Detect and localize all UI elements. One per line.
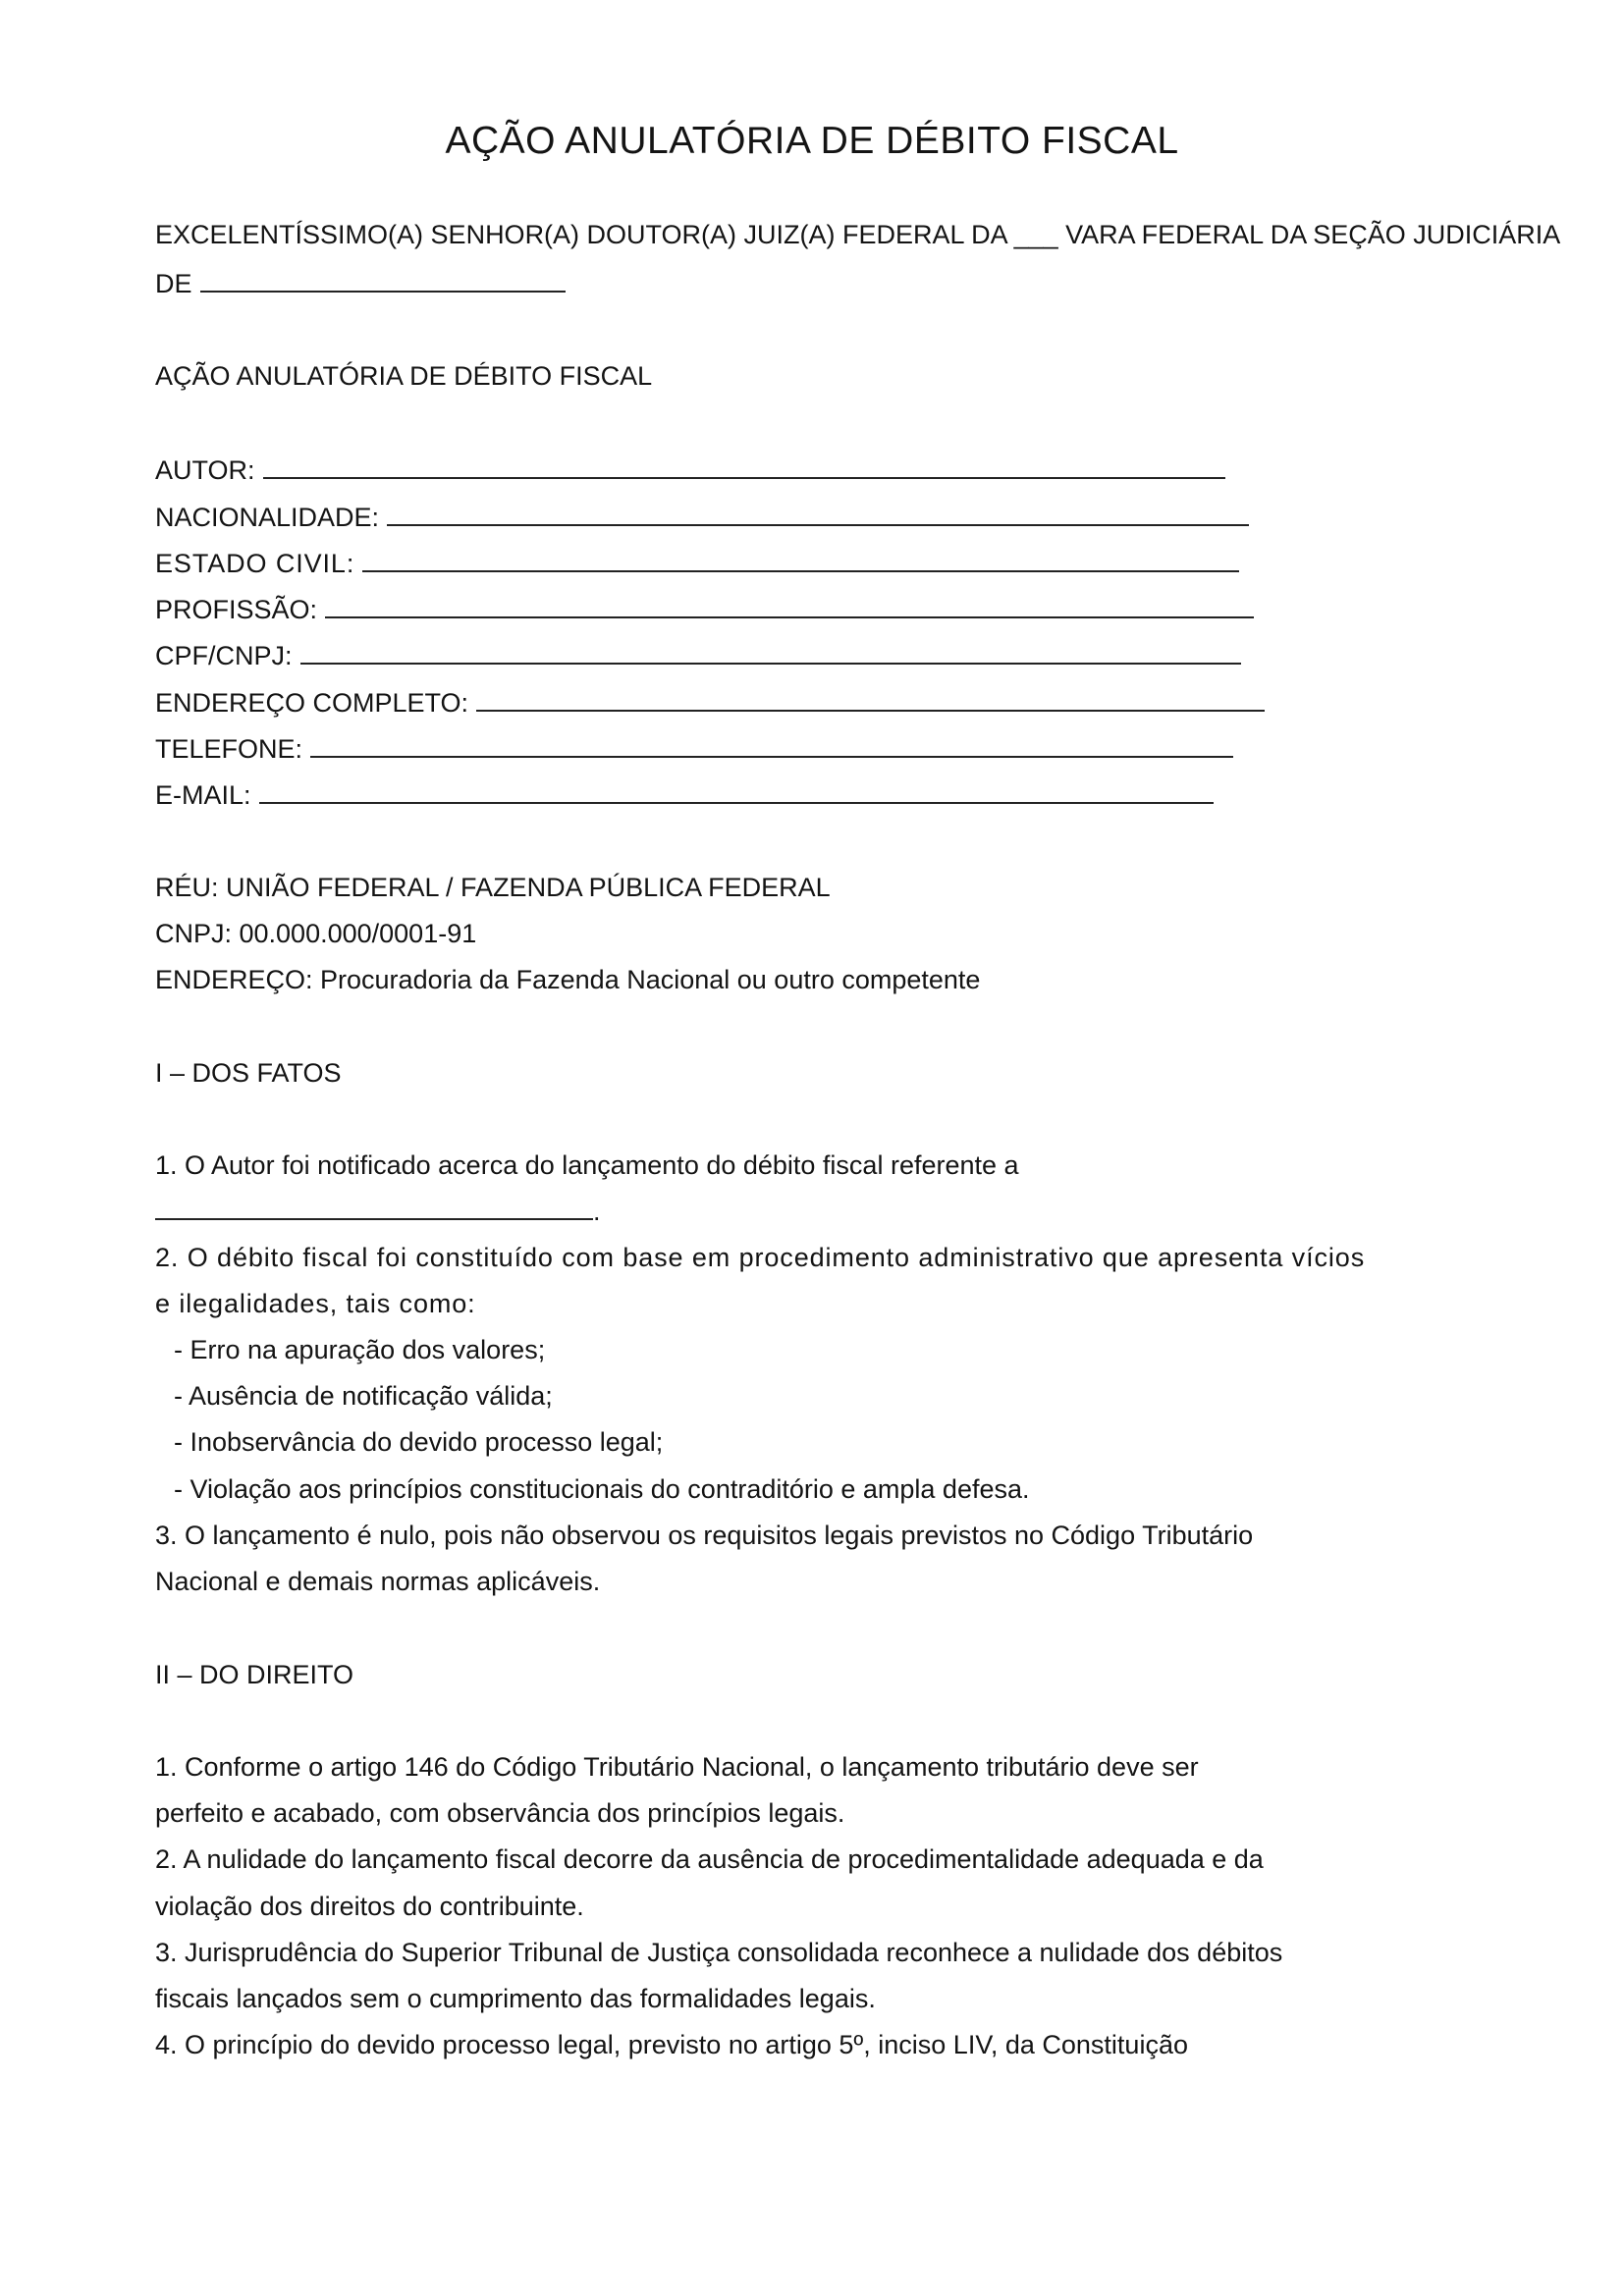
law-paragraph-line: perfeito e acabado, com observância dos princípios legais. <box>155 1798 845 1828</box>
law-paragraph-line: 1. Conforme o artigo 146 do Código Tributário Nacional, o lançamento tributário deve ser <box>155 1752 1199 1782</box>
field-blank <box>362 549 1239 572</box>
law-paragraph-line: violação dos direitos do contribuinte. <box>155 1892 584 1921</box>
section-heading-facts: I – DOS FATOS <box>155 1058 342 1088</box>
section-heading-law: II – DO DIREITO <box>155 1660 354 1689</box>
facts-blank <box>155 1197 593 1220</box>
law-paragraph-line: 3. Jurisprudência do Superior Tribunal de Justiça consolidada reconhece a nulidade dos débitos <box>155 1938 1283 1967</box>
field-blank <box>300 641 1241 665</box>
field-email <box>155 778 1214 812</box>
court-address-prefix: DE <box>155 269 192 298</box>
facts-paragraph-1-blank-line <box>155 1195 601 1228</box>
defendant-name: RÉU: UNIÃO FEDERAL / FAZENDA PÚBLICA FEDERAL <box>155 873 831 902</box>
field-nacionalidade <box>155 501 1249 534</box>
facts-paragraph-2: 2. O débito fiscal foi constituído com base em procedimento administrativo que apresenta vícios <box>155 1243 1366 1272</box>
field-blank <box>310 734 1233 758</box>
field-label: TELEFONE: <box>155 734 303 764</box>
field-blank <box>259 780 1214 804</box>
field-label: ESTADO CIVIL: <box>155 549 355 578</box>
court-location-blank <box>200 269 566 293</box>
document-subtitle: AÇÃO ANULATÓRIA DE DÉBITO FISCAL <box>155 361 653 391</box>
field-label: CPF/CNPJ: <box>155 641 293 670</box>
field-blank <box>387 503 1249 526</box>
facts-paragraph-3-cont: Nacional e demais normas aplicáveis. <box>155 1567 601 1596</box>
field-telefone <box>155 732 1233 766</box>
field-label: PROFISSÃO: <box>155 595 318 624</box>
field-autor <box>155 454 1225 487</box>
facts-paragraph-3: 3. O lançamento é nulo, pois não observou os requisitos legais previstos no Código Tributário <box>155 1521 1254 1550</box>
field-endereco <box>155 686 1265 720</box>
facts-bullet: - Erro na apuração dos valores; <box>174 1335 546 1364</box>
field-label: E-MAIL: <box>155 780 251 810</box>
facts-bullet: - Ausência de notificação válida; <box>174 1381 553 1411</box>
law-paragraph-line: fiscais lançados sem o cumprimento das formalidades legais. <box>155 1984 876 2013</box>
field-blank <box>476 688 1265 712</box>
court-address-line-2 <box>155 267 566 300</box>
document-title: AÇÃO ANULATÓRIA DE DÉBITO FISCAL <box>445 120 1179 162</box>
defendant-cnpj: CNPJ: 00.000.000/0001-91 <box>155 919 477 948</box>
field-blank <box>263 455 1225 479</box>
facts-bullet: - Inobservância do devido processo legal; <box>174 1427 664 1457</box>
field-label: NACIONALIDADE: <box>155 503 380 532</box>
field-estado-civil <box>155 547 1239 580</box>
defendant-address: ENDEREÇO: Procuradoria da Fazenda Nacional ou outro competente <box>155 965 981 994</box>
law-paragraph-line: 4. O princípio do devido processo legal, previsto no artigo 5º, inciso LIV, da Constituição <box>155 2030 1188 2059</box>
facts-paragraph-1: 1. O Autor foi notificado acerca do lançamento do débito fiscal referente a <box>155 1150 1019 1180</box>
field-cpf-cnpj <box>155 639 1241 672</box>
field-profissao <box>155 593 1254 626</box>
field-label: AUTOR: <box>155 455 255 485</box>
facts-bullet: - Violação aos princípios constitucionais do contraditório e ampla defesa. <box>174 1474 1030 1504</box>
field-blank <box>325 595 1254 618</box>
field-label: ENDEREÇO COMPLETO: <box>155 688 469 718</box>
court-address-line: EXCELENTÍSSIMO(A) SENHOR(A) DOUTOR(A) JUIZ(A) FEDERAL DA ___ VARA FEDERAL DA SEÇÃO JUDICIÁRIA <box>155 220 1561 249</box>
facts-blank-period: . <box>593 1197 601 1226</box>
law-paragraph-line: 2. A nulidade do lançamento fiscal decorre da ausência de procedimentalidade adequada e da <box>155 1844 1264 1874</box>
facts-paragraph-2-cont: e ilegalidades, tais como: <box>155 1289 476 1318</box>
